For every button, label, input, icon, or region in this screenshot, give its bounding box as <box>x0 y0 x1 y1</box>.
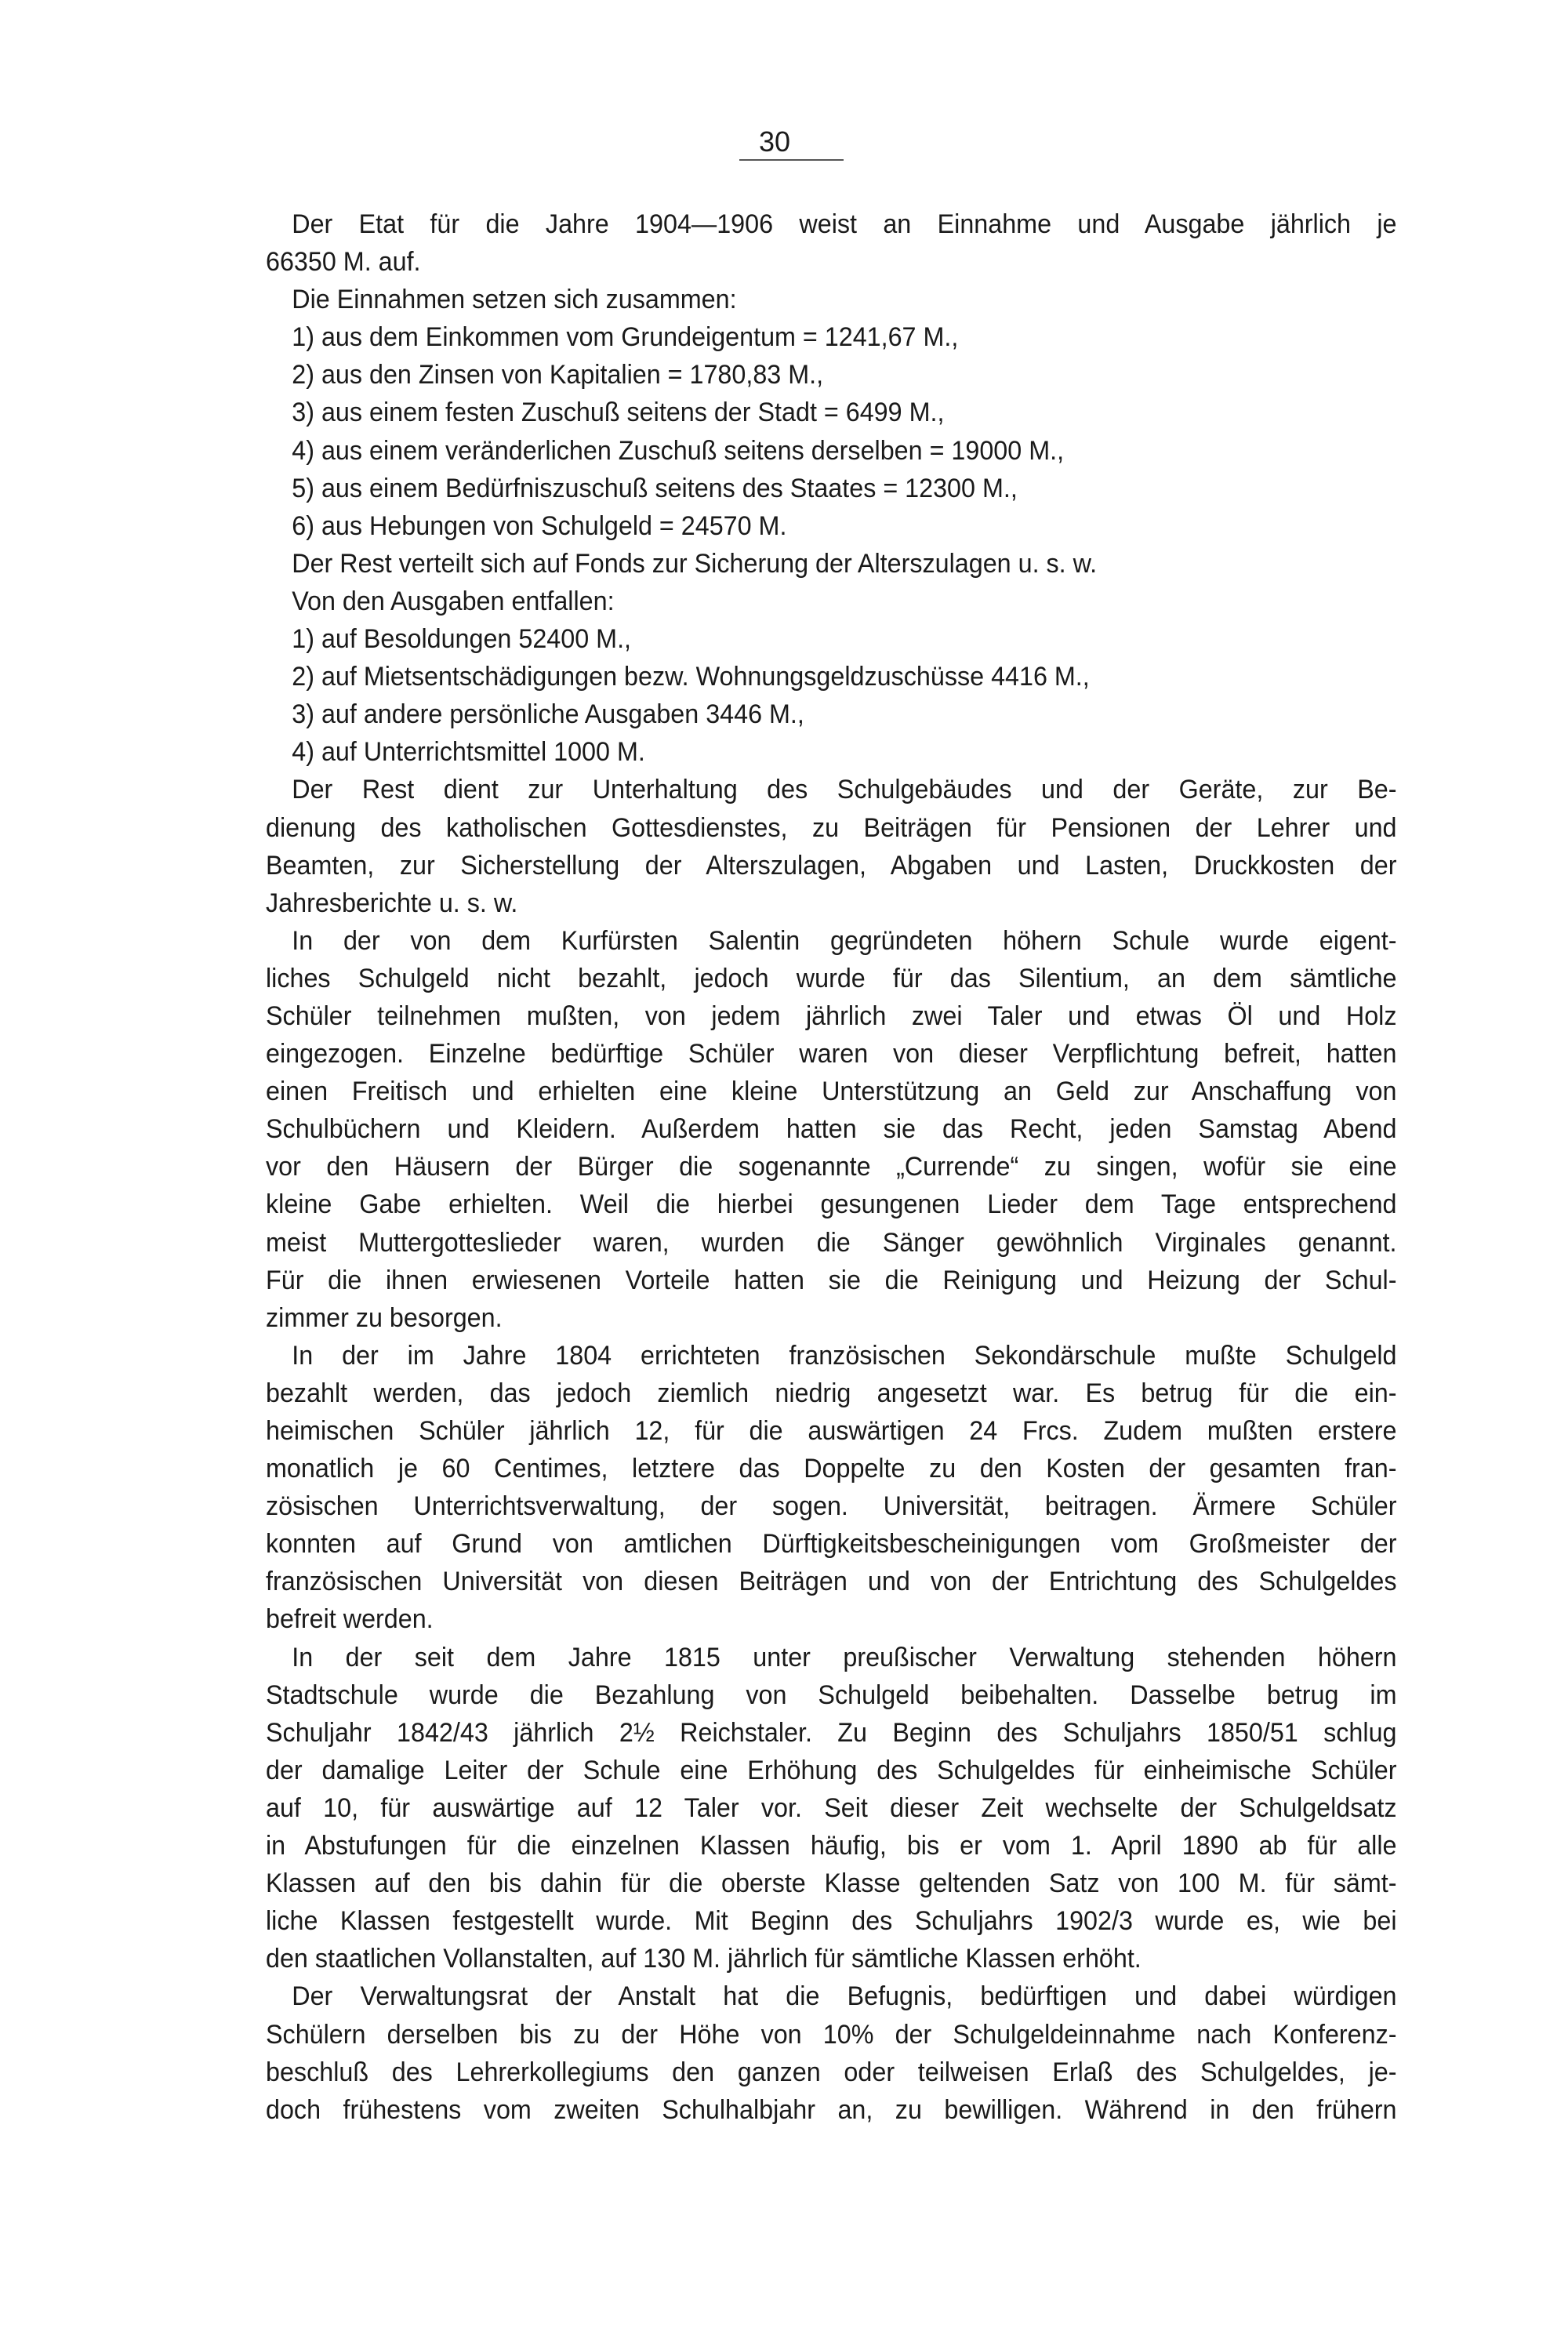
list-item: 3) aus einem festen Zuschuß seitens der Stadt = 6499 M., <box>292 398 945 428</box>
text-line: Der Rest verteilt sich auf Fonds zur Sicherung der Alterszulagen u. s. w. <box>292 548 1098 579</box>
list-item: 5) aus einem Bedürfniszuschuß seitens des Staates = 12300 M., <box>292 473 1018 503</box>
text-line: kleine Gabe erhielten. Weil die hierbei gesungenen Lieder dem Tage entsprechend <box>266 1189 1397 1220</box>
text-line: In der seit dem Jahre 1815 unter preußischer Verwaltung stehenden höhern <box>292 1642 1397 1672</box>
text-line: bezahlt werden, das jedoch ziemlich niedrig angesetzt war. Es betrug für die ein- <box>266 1378 1397 1408</box>
paragraph <box>266 281 1396 318</box>
text-line: Der Etat für die Jahre 1904—1906 weist an Einnahme und Ausgabe jährlich je <box>292 209 1397 239</box>
text-line: Klassen auf den bis dahin für die oberste Klasse geltenden Satz von 100 M. für sämt- <box>266 1868 1397 1899</box>
text-line: in Abstufungen für die einzelnen Klassen häufig, bis er vom 1. April 1890 ab für alle <box>266 1831 1397 1861</box>
text-line: In der von dem Kurfürsten Salentin gegründeten höhern Schule wurde eigent- <box>292 925 1397 956</box>
text-line: eingezogen. Einzelne bedürftige Schüler waren von dieser Verpflichtung befreit, hatten <box>266 1039 1397 1070</box>
text-line: Stadtschule wurde die Bezahlung von Schulgeld beibehalten. Dasselbe betrug im <box>266 1680 1397 1710</box>
text-line: meist Muttergotteslieder waren, wurden die Sänger gewöhnlich Virginales genannt. <box>266 1227 1397 1258</box>
text-line: konnten auf Grund von amtlichen Dürftigkeitsbescheinigungen vom Großmeister der <box>266 1529 1397 1560</box>
text-line: Der Rest dient zur Unterhaltung des Schulgebäudes und der Geräte, zur Be- <box>292 775 1397 805</box>
text-line: der damalige Leiter der Schule eine Erhöhung des Schulgeldes für einheimische Schüler <box>266 1755 1397 1785</box>
paragraph <box>266 205 1396 281</box>
page-number-rule <box>739 159 844 161</box>
text-line: Für die ihnen erwiesenen Vorteile hatten sie die Reinigung und Heizung der Schul- <box>266 1265 1397 1295</box>
text-line: Jahresberichte u. s. w. <box>266 888 518 918</box>
list-item: 4) auf Unterrichtsmittel 1000 M. <box>292 737 645 768</box>
paragraph <box>266 1337 1396 1639</box>
text-line: Schuljahr 1842/43 jährlich 2½ Reichstaler. Zu Beginn des Schuljahrs 1850/51 schlug <box>266 1717 1397 1748</box>
text-line: In der im Jahre 1804 errichteten französischen Sekondärschule mußte Schulgeld <box>292 1340 1397 1371</box>
paragraph <box>266 583 1396 620</box>
numbered-list <box>266 318 1396 545</box>
paragraph <box>266 771 1396 921</box>
text-line: doch frühestens vom zweiten Schulhalbjahr an, zu bewilligen. Während in den frühern <box>266 2094 1397 2125</box>
text-line: vor den Häusern der Bürger die sogenannte „Currende“ zu singen, wofür sie eine <box>266 1152 1397 1182</box>
text-line: monatlich je 60 Centimes, letztere das Doppelte zu den Kosten der gesamten fran- <box>266 1454 1397 1484</box>
text-line: liche Klassen festgestellt wurde. Mit Beginn des Schuljahrs 1902/3 wurde es, wie bei <box>266 1906 1397 1937</box>
paragraph <box>266 1977 1396 2128</box>
text-line: heimischen Schüler jährlich 12, für die auswärtigen 24 Frcs. Zudem mußten erstere <box>266 1416 1397 1446</box>
text-line: Schülern derselben bis zu der Höhe von 10% der Schulgeldeinnahme nach Konferenz- <box>266 2019 1397 2050</box>
text-line: Schüler teilnehmen mußten, von jedem jährlich zwei Taler und etwas Öl und Holz <box>266 1000 1397 1031</box>
text-line: Beamten, zur Sicherstellung der Alterszulagen, Abgaben und Lasten, Druckkosten der <box>266 850 1397 881</box>
list-item: 1) aus dem Einkommen vom Grundeigentum = 1241,67 M., <box>292 322 959 353</box>
list-item: 1) auf Besoldungen 52400 M., <box>292 624 632 655</box>
paragraph <box>266 1639 1396 1978</box>
text-line: Von den Ausgaben entfallen: <box>292 586 615 616</box>
text-line: einen Freitisch und erhielten eine kleine Unterstützung an Geld zur Anschaffung von <box>266 1077 1397 1107</box>
text-line: Die Einnahmen setzen sich zusammen: <box>292 285 737 315</box>
text-line: den staatlichen Vollanstalten, auf 130 M. jährlich für sämtliche Klassen erhöht. <box>266 1944 1142 1974</box>
text-line: zösischen Unterrichtsverwaltung, der sogen. Universität, beitragen. Ärmere Schüler <box>266 1491 1397 1522</box>
text-line: liches Schulgeld nicht bezahlt, jedoch wurde für das Silentium, an dem sämtliche <box>266 963 1397 993</box>
paragraph <box>266 922 1396 1337</box>
page-number: 30 <box>759 125 791 158</box>
text-line: dienung des katholischen Gottesdienstes, zu Beiträgen für Pensionen der Lehrer und <box>266 812 1397 843</box>
list-item: 6) aus Hebungen von Schulgeld = 24570 M. <box>292 510 787 541</box>
text-line: Der Verwaltungsrat der Anstalt hat die Befugnis, bedürftigen und dabei würdigen <box>292 1981 1397 2012</box>
text-line: zimmer zu besorgen. <box>266 1302 503 1333</box>
text-line: auf 10, für auswärtige auf 12 Taler vor. Seit dieser Zeit wechselte der Schulgeldsatz <box>266 1792 1397 1823</box>
numbered-list <box>266 620 1396 771</box>
list-item: 4) aus einem veränderlichen Zuschuß seitens derselben = 19000 M., <box>292 435 1065 466</box>
text-line: französischen Universität von diesen Beiträgen und von der Entrichtung des Schulgeldes <box>266 1567 1397 1597</box>
text-line: 66350 M. auf. <box>266 247 421 278</box>
text-line: Schulbüchern und Kleidern. Außerdem hatten sie das Recht, jeden Samstag Abend <box>266 1114 1397 1145</box>
list-item: 3) auf andere persönliche Ausgaben 3446 M., <box>292 699 804 730</box>
list-item: 2) auf Mietsentschädigungen bezw. Wohnungsgeldzuschüsse 4416 M., <box>292 662 1090 692</box>
text-line: beschluß des Lehrerkollegiums den ganzen oder teilweisen Erlaß des Schulgeldes, je- <box>266 2057 1397 2087</box>
paragraph <box>266 545 1396 583</box>
page-body <box>266 205 1396 2129</box>
text-line: befreit werden. <box>266 1604 434 1635</box>
list-item: 2) aus den Zinsen von Kapitalien = 1780,83 M., <box>292 360 824 390</box>
